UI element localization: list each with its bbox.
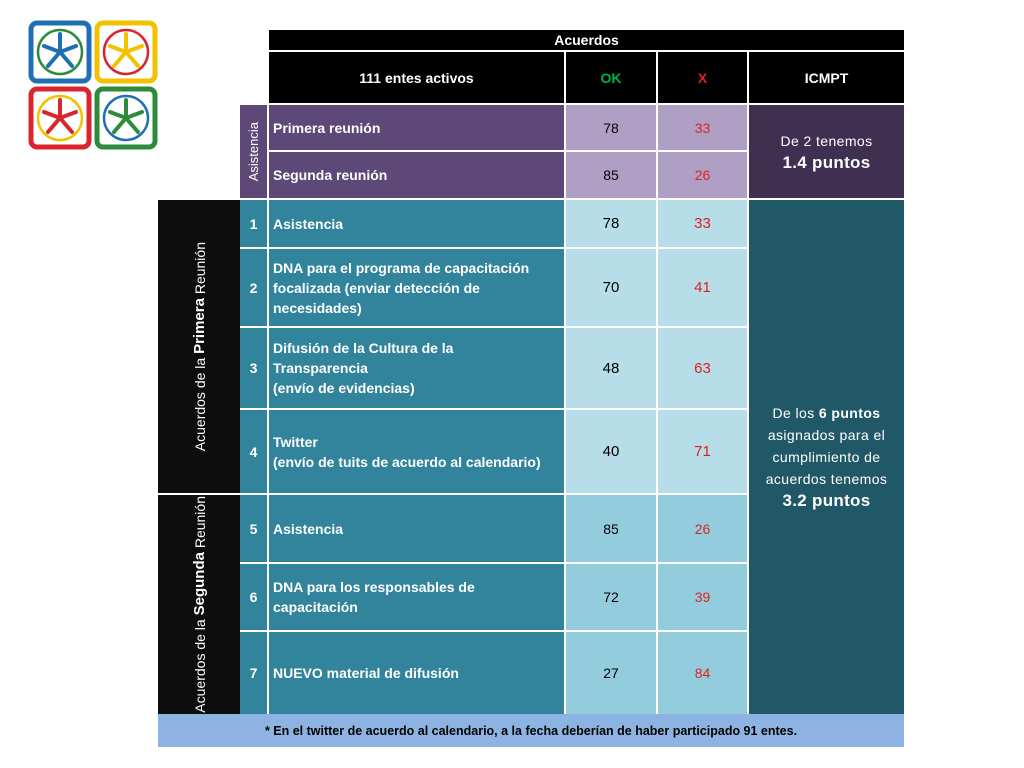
icmpt-acuerdos-line3: cumplimiento de xyxy=(772,449,881,465)
icmpt-asistencia-line1: De 2 tenemos xyxy=(780,132,873,149)
row-6-x: 39 xyxy=(658,564,749,632)
row-2-ok: 70 xyxy=(566,249,658,328)
section-label-primera-reunion xyxy=(158,200,240,495)
icmpt-acuerdos-summary xyxy=(749,200,904,714)
row-7-x: 84 xyxy=(658,632,749,714)
icmpt-acuerdos-points: 3.2 puntos xyxy=(782,491,871,510)
row-3-label: Difusión de la Cultura de la Transparencia (envío de evidencias) xyxy=(269,328,566,410)
column-header-entes: 111 entes activos xyxy=(269,52,566,103)
icmpt-asistencia-summary xyxy=(749,103,904,200)
row-5-label: Asistencia xyxy=(269,495,566,564)
logo-quadrant-green xyxy=(97,89,155,147)
row-6-label: DNA para los responsables de capacitación xyxy=(269,564,566,632)
row-3-ok: 48 xyxy=(566,328,658,410)
institution-logo xyxy=(28,20,158,150)
row-1-x: 33 xyxy=(658,200,749,249)
segunda-vertical-label: Acuerdos de la Segunda Reunión xyxy=(190,496,208,713)
section-label-asistencia xyxy=(240,103,269,200)
row-primera-reunion-ok: 78 xyxy=(566,103,658,152)
row-7-label: NUEVO material de difusión xyxy=(269,632,566,714)
primera-vertical-label: Acuerdos de la Primera Reunión xyxy=(190,241,208,452)
row-2-number: 2 xyxy=(240,249,269,328)
row-1-label: Asistencia xyxy=(269,200,566,249)
icmpt-acuerdos-line2: asignados para el xyxy=(767,427,886,443)
icmpt-asistencia-points: 1.4 puntos xyxy=(782,152,871,172)
row-primera-reunion-label: Primera reunión xyxy=(269,103,566,152)
column-header-icmpt: ICMPT xyxy=(749,52,904,103)
row-1-ok: 78 xyxy=(566,200,658,249)
logo-quadrant-yellow xyxy=(97,23,155,81)
logo-quadrant-red xyxy=(31,89,89,147)
row-5-x: 26 xyxy=(658,495,749,564)
column-header-x: X xyxy=(658,52,749,103)
row-2-x: 41 xyxy=(658,249,749,328)
row-segunda-reunion-label: Segunda reunión xyxy=(269,152,566,200)
row-3-number: 3 xyxy=(240,328,269,410)
icmpt-acuerdos-line4: acuerdos tenemos xyxy=(765,471,888,487)
row-7-number: 7 xyxy=(240,632,269,714)
icmpt-acuerdos-line1: De los 6 puntos xyxy=(772,405,881,421)
row-5-ok: 85 xyxy=(566,495,658,564)
section-label-segunda-reunion xyxy=(158,495,240,714)
row-segunda-reunion-x: 26 xyxy=(658,152,749,200)
logo-quadrant-blue xyxy=(31,23,89,81)
row-5-number: 5 xyxy=(240,495,269,564)
row-1-number: 1 xyxy=(240,200,269,249)
row-3-x: 63 xyxy=(658,328,749,410)
row-4-ok: 40 xyxy=(566,410,658,495)
row-2-label: DNA para el programa de capacitación focalizada (enviar detección de necesidades) xyxy=(269,249,566,328)
row-primera-reunion-x: 33 xyxy=(658,103,749,152)
row-6-ok: 72 xyxy=(566,564,658,632)
row-segunda-reunion-ok: 85 xyxy=(566,152,658,200)
row-4-x: 71 xyxy=(658,410,749,495)
table-title: Acuerdos xyxy=(269,30,904,52)
column-header-ok: OK xyxy=(566,52,658,103)
row-7-ok: 27 xyxy=(566,632,658,714)
footnote: * En el twitter de acuerdo al calendario, a la fecha deberían de haber participado 91 entes. xyxy=(158,714,904,747)
row-4-number: 4 xyxy=(240,410,269,495)
row-6-number: 6 xyxy=(240,564,269,632)
asistencia-vertical-label: Asistencia xyxy=(246,121,261,182)
row-4-label: Twitter (envío de tuits de acuerdo al calendario) xyxy=(269,410,566,495)
